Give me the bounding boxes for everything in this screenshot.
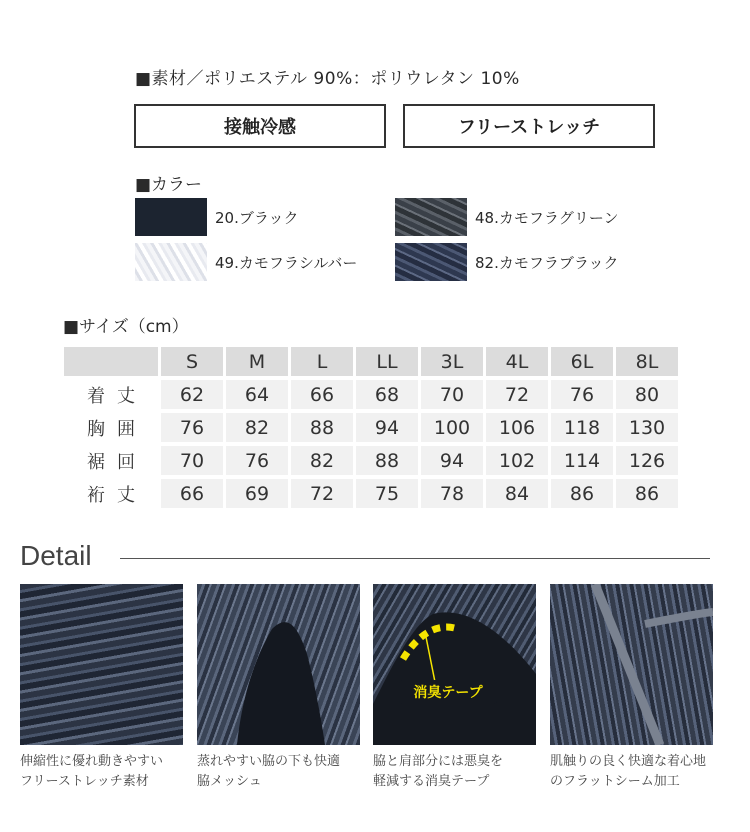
table-cell: 70 [421,380,483,409]
table-cell: 66 [161,479,223,508]
table-cell: 94 [421,446,483,475]
color-option-camo-silver [135,243,357,281]
size-col-header: 6L [551,347,613,376]
table-cell: 76 [226,446,288,475]
color-label: 48.カモフラグリーン [475,208,619,227]
size-col-header: S [161,347,223,376]
row-label: 着丈 [64,380,158,409]
table-cell: 102 [486,446,548,475]
table-cell: 62 [161,380,223,409]
row-label: 胸囲 [64,413,158,442]
table-cell: 114 [551,446,613,475]
detail-photo-flat-seam [550,584,713,745]
table-cell: 86 [551,479,613,508]
table-cell: 88 [291,413,353,442]
color-swatch [395,198,467,236]
table-corner [64,347,158,376]
table-cell: 76 [161,413,223,442]
feature-badge-cool-touch: 接触冷感 [134,104,386,148]
table-cell: 68 [356,380,418,409]
table-cell: 64 [226,380,288,409]
table-cell: 82 [226,413,288,442]
detail-title: Detail [20,540,92,571]
flat-seam-line [550,584,713,745]
table-row [64,479,678,508]
row-label: 裾回 [64,446,158,475]
caption-line: 軽減する消臭テープ [373,774,490,789]
table-cell: 69 [226,479,288,508]
caption-line: 蒸れやすい脇の下も快適 [197,754,341,769]
detail-photo-stretch-fabric [20,584,183,745]
color-option-camo-black [395,243,619,281]
table-cell: 76 [551,380,613,409]
caption-line: フリーストレッチ素材 [20,774,149,789]
color-swatch [395,243,467,281]
color-option-black [135,198,299,236]
size-col-header: L [291,347,353,376]
detail-photo-underarm-mesh [197,584,360,745]
color-label: 49.カモフラシルバー [215,253,358,272]
material-spec: ■素材／ポリエステル 90%：ポリウレタン 10% [135,69,520,89]
color-swatch [135,198,207,236]
size-col-header: LL [356,347,418,376]
size-col-header: 8L [616,347,678,376]
color-swatch [135,243,207,281]
mesh-panel-shape [197,584,360,745]
tape-callout-label: 消臭テープ [413,685,483,701]
color-label: 82.カモフラブラック [475,253,619,272]
color-heading: ■カラー [135,175,203,195]
detail-caption [550,752,725,792]
caption-line: 肌触りの良く快適な着心地 [550,754,707,769]
table-cell: 86 [616,479,678,508]
table-cell: 126 [616,446,678,475]
table-cell: 84 [486,479,548,508]
caption-line: のフラットシーム加工 [550,774,680,789]
table-cell: 72 [486,380,548,409]
caption-line: 脇メッシュ [197,774,262,789]
size-col-header: 4L [486,347,548,376]
table-cell: 78 [421,479,483,508]
detail-divider [120,558,710,559]
detail-caption [197,752,372,792]
detail-caption [20,752,195,792]
color-option-camo-green [395,198,619,236]
table-cell: 80 [616,380,678,409]
table-cell: 70 [161,446,223,475]
tape-callout-graphic [373,584,536,745]
table-cell: 100 [421,413,483,442]
size-col-header: 3L [421,347,483,376]
color-label: 20.ブラック [215,208,299,227]
size-table [61,343,681,512]
table-cell: 94 [356,413,418,442]
table-row [64,380,678,409]
caption-line: 伸縮性に優れ動きやすい [20,754,164,769]
size-heading: ■サイズ（cm） [63,317,189,337]
table-row [64,413,678,442]
caption-line: 脇と肩部分には悪臭を [373,754,504,769]
row-label: 裄丈 [64,479,158,508]
feature-badge-free-stretch: フリーストレッチ [403,104,655,148]
table-row [64,446,678,475]
table-cell: 66 [291,380,353,409]
table-cell: 82 [291,446,353,475]
table-cell: 75 [356,479,418,508]
table-cell: 72 [291,479,353,508]
size-table-header [64,347,678,376]
size-col-header: M [226,347,288,376]
table-cell: 88 [356,446,418,475]
detail-photo-deodorant-tape [373,584,536,745]
detail-caption [373,752,548,792]
table-cell: 118 [551,413,613,442]
table-cell: 106 [486,413,548,442]
table-cell: 130 [616,413,678,442]
